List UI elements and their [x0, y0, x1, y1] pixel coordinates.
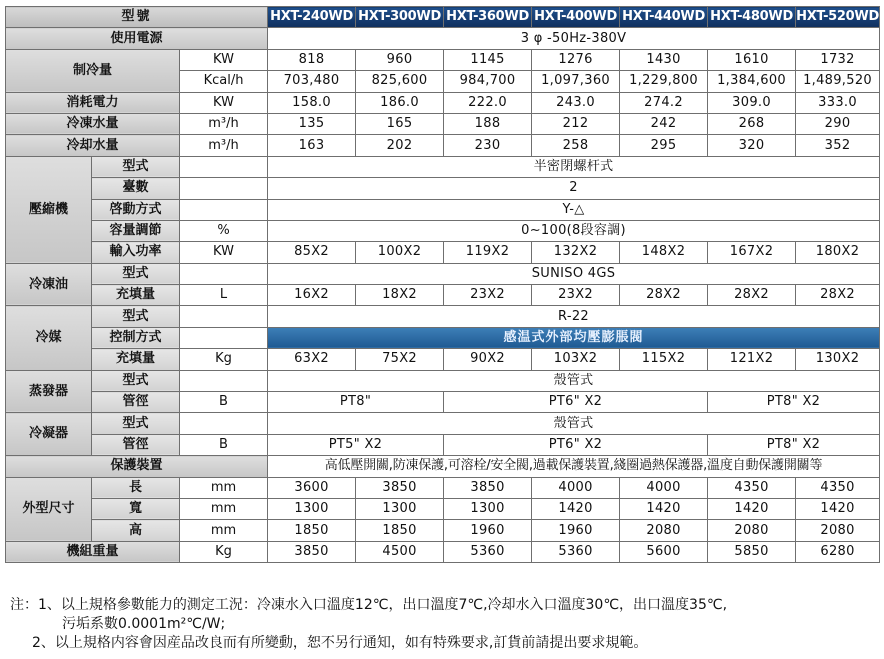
protection-value: 高低壓開關,防凍保護,可溶栓/安全閥,過載保護裝置,綫圈過熱保護器,溫度自動保護開關等 — [268, 456, 880, 477]
value-cell: 222.0 — [444, 92, 532, 113]
value-cell: 1850 — [356, 520, 444, 541]
value-cell: 1732 — [796, 49, 880, 70]
value-cell: 1850 — [268, 520, 356, 541]
length-row — [6, 477, 880, 498]
value-cell: 121X2 — [708, 349, 796, 370]
value-cell: 4500 — [356, 541, 444, 562]
footnotes — [10, 596, 880, 653]
value-cell: 333.0 — [796, 92, 880, 113]
cooling-kw-row — [6, 49, 880, 70]
unit-cell — [180, 327, 268, 348]
compressor-start-row — [6, 199, 880, 220]
sub-label: 控制方式 — [92, 327, 180, 348]
unit-cell: B — [180, 434, 268, 455]
value-cell: 3850 — [268, 541, 356, 562]
sub-label: 型式 — [92, 306, 180, 327]
unit-cell — [180, 156, 268, 177]
unit-cell — [180, 370, 268, 391]
value-cell: 167X2 — [708, 242, 796, 263]
value-cell: 3600 — [268, 477, 356, 498]
power-value: 3 φ -50Hz-380V — [268, 28, 880, 49]
unit-cell: B — [180, 392, 268, 413]
power-label: 使用電源 — [6, 28, 268, 49]
value-cell: 5850 — [708, 541, 796, 562]
value-cell: 158.0 — [268, 92, 356, 113]
value-cell: 5600 — [620, 541, 708, 562]
value-cell: 243.0 — [532, 92, 620, 113]
value-cell: 258 — [532, 135, 620, 156]
value-cell: 4350 — [796, 477, 880, 498]
value-cell: 1960 — [532, 520, 620, 541]
refrigerant-control-row — [6, 327, 880, 348]
unit-cell: KW — [180, 242, 268, 263]
oil-charge-row — [6, 285, 880, 306]
value-cell: 28X2 — [796, 285, 880, 306]
footnote-1-continued: 污垢系數0.0001m²℃/W; — [62, 616, 226, 632]
value-cell: 63X2 — [268, 349, 356, 370]
value-cell: 180X2 — [796, 242, 880, 263]
evaporator-pipe-row — [6, 392, 880, 413]
consumption-row — [6, 92, 880, 113]
value-cell: 5360 — [444, 541, 532, 562]
sub-label: 啓動方式 — [92, 199, 180, 220]
value-cell: PT8" — [268, 392, 444, 413]
value-cell: PT6" X2 — [444, 392, 708, 413]
refrigerant-charge-row — [6, 349, 880, 370]
cooling-water-row — [6, 135, 880, 156]
oil-type-row — [6, 263, 880, 284]
value-cell: 960 — [356, 49, 444, 70]
value-cell: 6280 — [796, 541, 880, 562]
unit-cell: m³/h — [180, 135, 268, 156]
value-cell: 188 — [444, 113, 532, 134]
value-cell: 85X2 — [268, 242, 356, 263]
spec-sheet — [5, 6, 879, 563]
sub-label: 輸入功率 — [92, 242, 180, 263]
value-cell: 23X2 — [532, 285, 620, 306]
value-cell: 75X2 — [356, 349, 444, 370]
value-cell: 2080 — [620, 520, 708, 541]
compressor-capacity-row — [6, 220, 880, 241]
evaporator-label: 蒸發器 — [6, 370, 92, 413]
value-cell: 212 — [532, 113, 620, 134]
value-cell: 1420 — [708, 498, 796, 519]
value-cell: 殼管式 — [268, 370, 880, 391]
unit-cell: Kg — [180, 349, 268, 370]
unit-cell: % — [180, 220, 268, 241]
value-cell: SUNISO 4GS — [268, 263, 880, 284]
value-cell: 825,600 — [356, 71, 444, 92]
unit-cell: mm — [180, 477, 268, 498]
value-cell: 1,384,600 — [708, 71, 796, 92]
footnote-2: 2、以上規格内容會因産品改良而有所變動，恕不另行通知，如有特殊要求,訂貨前請提出要求規範。 — [32, 635, 648, 651]
value-cell: 1300 — [356, 498, 444, 519]
unit-cell: m³/h — [180, 113, 268, 134]
unit-cell — [180, 199, 268, 220]
value-cell: 1145 — [444, 49, 532, 70]
refrigerant-type-row — [6, 306, 880, 327]
expansion-valve-value: 感温式外部均壓膨脹閥 — [268, 327, 880, 348]
protection-row — [6, 456, 880, 477]
value-cell: 295 — [620, 135, 708, 156]
unit-cell — [180, 178, 268, 199]
value-cell: 115X2 — [620, 349, 708, 370]
unit-cell: mm — [180, 498, 268, 519]
compressor-type-row — [6, 156, 880, 177]
value-cell: 130X2 — [796, 349, 880, 370]
refrigerant-label: 冷媒 — [6, 306, 92, 370]
sub-label: 型式 — [92, 156, 180, 177]
chilled-water-label: 冷凍水量 — [6, 113, 180, 134]
model-name: HXT-400WD — [532, 7, 620, 28]
value-cell: 1,097,360 — [532, 71, 620, 92]
weight-row — [6, 541, 880, 562]
condenser-type-row — [6, 413, 880, 434]
compressor-count-row — [6, 178, 880, 199]
footnote-1: 注：1、以上規格參數能力的測定工況：冷凍水入口溫度12℃，出口溫度7℃,冷却水入口溫度30℃，出口溫度35℃, — [10, 597, 728, 613]
evaporator-type-row — [6, 370, 880, 391]
condenser-pipe-row — [6, 434, 880, 455]
sub-label: 充填量 — [92, 349, 180, 370]
sub-label: 管徑 — [92, 392, 180, 413]
value-cell: 818 — [268, 49, 356, 70]
consumption-label: 消耗電力 — [6, 92, 180, 113]
unit-cell — [180, 413, 268, 434]
unit-cell: Kg — [180, 541, 268, 562]
model-name: HXT-300WD — [356, 7, 444, 28]
value-cell: 殼管式 — [268, 413, 880, 434]
value-cell: 309.0 — [708, 92, 796, 113]
value-cell: PT8" X2 — [708, 392, 880, 413]
compressor-input-row — [6, 242, 880, 263]
value-cell: 4000 — [532, 477, 620, 498]
value-cell: 268 — [708, 113, 796, 134]
power-row — [6, 28, 880, 49]
value-cell: 320 — [708, 135, 796, 156]
dimensions-label: 外型尺寸 — [6, 477, 92, 541]
value-cell: 1960 — [444, 520, 532, 541]
value-cell: 1300 — [444, 498, 532, 519]
value-cell: 119X2 — [444, 242, 532, 263]
value-cell: 1610 — [708, 49, 796, 70]
value-cell: 2 — [268, 178, 880, 199]
sub-label: 寬 — [92, 498, 180, 519]
value-cell: 1430 — [620, 49, 708, 70]
weight-label: 機組重量 — [6, 541, 180, 562]
unit-cell: Kcal/h — [180, 71, 268, 92]
value-cell: PT6" X2 — [444, 434, 708, 455]
value-cell: 4000 — [620, 477, 708, 498]
value-cell: 0~100(8段容調) — [268, 220, 880, 241]
model-name: HXT-480WD — [708, 7, 796, 28]
value-cell: 90X2 — [444, 349, 532, 370]
value-cell: 242 — [620, 113, 708, 134]
sub-label: 充填量 — [92, 285, 180, 306]
value-cell: R-22 — [268, 306, 880, 327]
value-cell: 1276 — [532, 49, 620, 70]
value-cell: 23X2 — [444, 285, 532, 306]
value-cell: 5360 — [532, 541, 620, 562]
unit-cell: KW — [180, 92, 268, 113]
chilled-water-row — [6, 113, 880, 134]
sub-label: 型式 — [92, 263, 180, 284]
sub-label: 管徑 — [92, 434, 180, 455]
value-cell: 186.0 — [356, 92, 444, 113]
value-cell: 165 — [356, 113, 444, 134]
model-name: HXT-360WD — [444, 7, 532, 28]
value-cell: 1420 — [532, 498, 620, 519]
oil-label: 冷凍油 — [6, 263, 92, 306]
value-cell: 290 — [796, 113, 880, 134]
value-cell: 28X2 — [620, 285, 708, 306]
value-cell: 984,700 — [444, 71, 532, 92]
value-cell: 100X2 — [356, 242, 444, 263]
sub-label: 臺數 — [92, 178, 180, 199]
value-cell: 1300 — [268, 498, 356, 519]
value-cell: 352 — [796, 135, 880, 156]
sub-label: 型式 — [92, 413, 180, 434]
value-cell: 1,489,520 — [796, 71, 880, 92]
unit-cell: mm — [180, 520, 268, 541]
model-name: HXT-240WD — [268, 7, 356, 28]
value-cell: 274.2 — [620, 92, 708, 113]
spec-table — [5, 6, 880, 563]
sub-label: 長 — [92, 477, 180, 498]
value-cell: 2080 — [708, 520, 796, 541]
value-cell: 148X2 — [620, 242, 708, 263]
sub-label: 容量調節 — [92, 220, 180, 241]
value-cell: PT8" X2 — [708, 434, 880, 455]
value-cell: Y-△ — [268, 199, 880, 220]
value-cell: 1420 — [796, 498, 880, 519]
value-cell: 703,480 — [268, 71, 356, 92]
value-cell: 1420 — [620, 498, 708, 519]
value-cell: 230 — [444, 135, 532, 156]
value-cell: 202 — [356, 135, 444, 156]
value-cell: 1,229,800 — [620, 71, 708, 92]
sub-label: 型式 — [92, 370, 180, 391]
cooling-label: 制冷量 — [6, 49, 180, 92]
width-row — [6, 498, 880, 519]
value-cell: 2080 — [796, 520, 880, 541]
value-cell: 3850 — [356, 477, 444, 498]
value-cell: 28X2 — [708, 285, 796, 306]
value-cell: 135 — [268, 113, 356, 134]
value-cell: 132X2 — [532, 242, 620, 263]
unit-cell: L — [180, 285, 268, 306]
sub-label: 高 — [92, 520, 180, 541]
model-header-label: 型號 — [6, 7, 268, 28]
value-cell: 163 — [268, 135, 356, 156]
value-cell: 3850 — [444, 477, 532, 498]
height-row — [6, 520, 880, 541]
header-row — [6, 7, 880, 28]
unit-cell — [180, 306, 268, 327]
compressor-label: 壓縮機 — [6, 156, 92, 263]
value-cell: 103X2 — [532, 349, 620, 370]
model-name: HXT-520WD — [796, 7, 880, 28]
value-cell: 18X2 — [356, 285, 444, 306]
cooling-water-label: 冷却水量 — [6, 135, 180, 156]
value-cell: 16X2 — [268, 285, 356, 306]
unit-cell — [180, 263, 268, 284]
value-cell: PT5" X2 — [268, 434, 444, 455]
unit-cell: KW — [180, 49, 268, 70]
protection-label: 保護裝置 — [6, 456, 268, 477]
condenser-label: 冷凝器 — [6, 413, 92, 456]
value-cell: 半密閉螺杆式 — [268, 156, 880, 177]
value-cell: 4350 — [708, 477, 796, 498]
model-name: HXT-440WD — [620, 7, 708, 28]
